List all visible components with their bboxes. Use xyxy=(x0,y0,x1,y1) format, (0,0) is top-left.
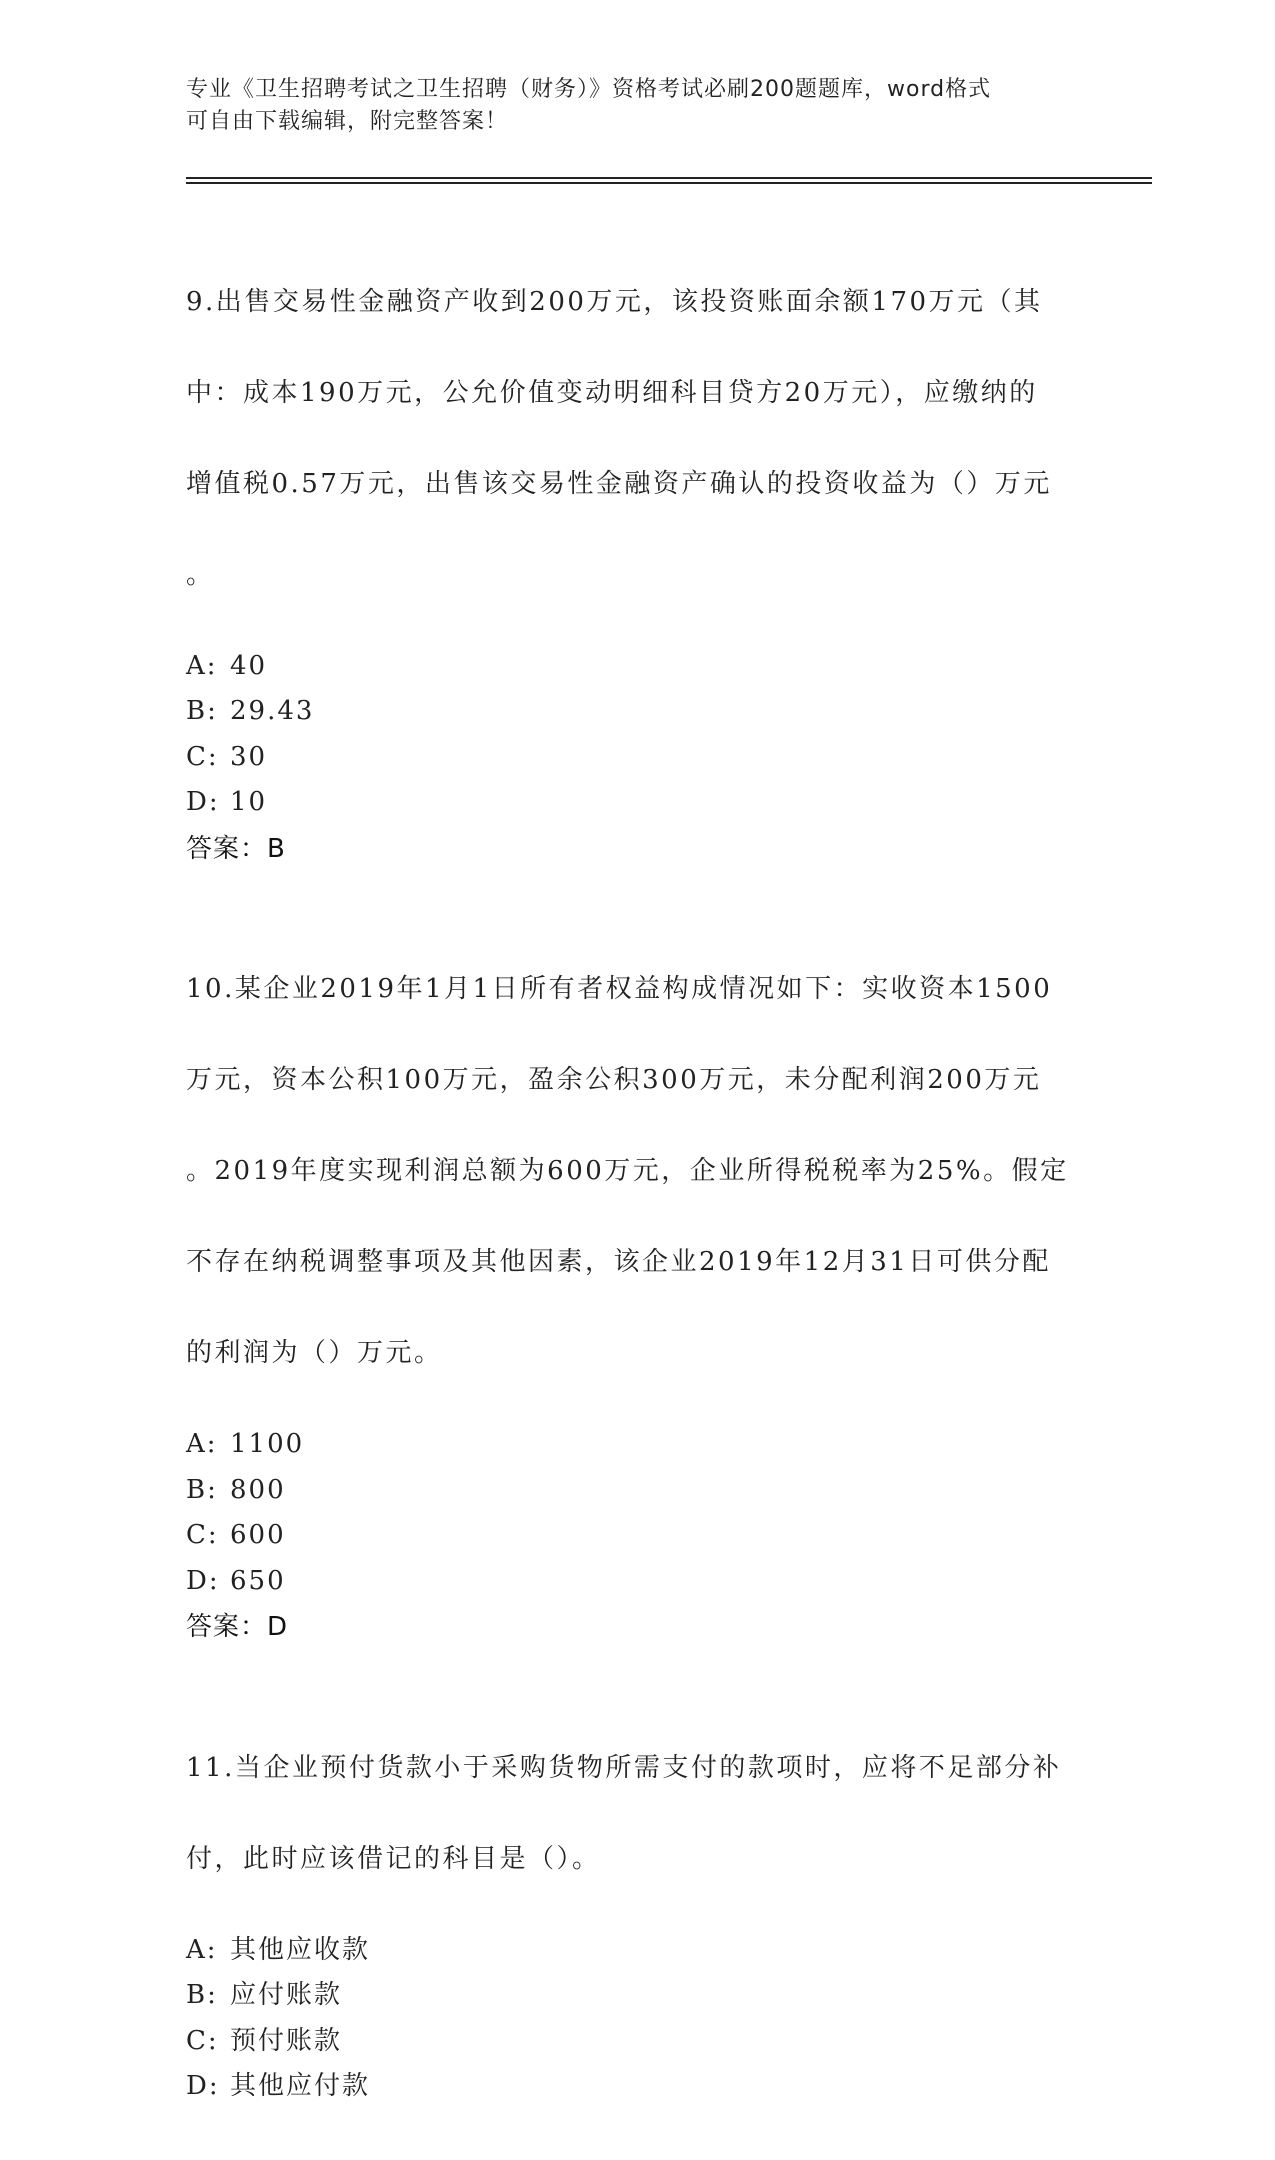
option-text: 600 xyxy=(230,1520,286,1550)
option-a xyxy=(186,644,1086,690)
option-text: 30 xyxy=(230,741,268,772)
answer-label: 答案：B xyxy=(186,833,286,864)
option-text: 其他应付款 xyxy=(230,2071,371,2101)
option-text: 40 xyxy=(230,650,268,681)
option-c xyxy=(186,1513,1086,1559)
option-key: A: xyxy=(186,1429,218,1459)
question-text xyxy=(186,922,1086,1423)
option-text: 800 xyxy=(230,1474,286,1505)
question-text xyxy=(186,1700,1086,1928)
option-text: 10 xyxy=(230,787,268,817)
option-a xyxy=(186,1928,1086,1974)
header-divider-bottom xyxy=(186,182,1152,184)
header-line-1: 专业《卫生招聘考试之卫生招聘（财务）》资格考试必刷200题题库，word格式 xyxy=(186,77,992,102)
question-10 xyxy=(186,922,1086,1651)
question-line: 增值税0.57万元，出售该交易性金融资产确认的投资收益为（）万元 xyxy=(186,468,1052,499)
question-text xyxy=(186,234,1086,644)
option-text: 应付账款 xyxy=(230,1980,343,2010)
question-line: 11.当企业预付货款小于采购货物所需支付的款项时，应将不足部分补 xyxy=(186,1752,1062,1783)
header-divider-top xyxy=(186,177,1152,179)
question-9 xyxy=(186,234,1086,872)
option-text: 29.43 xyxy=(230,696,315,726)
question-11 xyxy=(186,1700,1086,2110)
option-key: C: xyxy=(186,2025,219,2056)
question-line: 9.出售交易性金融资产收到200万元，该投资账面余额170万元（其 xyxy=(186,286,1043,317)
question-line: 不存在纳税调整事项及其他因素，该企业2019年12月31日可供分配 xyxy=(186,1247,1051,1277)
question-line: 万元，资本公积100万元，盈余公积300万元，未分配利润200万元 xyxy=(186,1065,1042,1095)
question-line: 10.某企业2019年1月1日所有者权益构成情况如下：实收资本1500 xyxy=(186,974,1053,1004)
question-line: 中：成本190万元，公允价值变动明细科目贷方20万元），应缴纳的 xyxy=(186,377,1038,408)
header-line-2: 可自由下载编辑，附完整答案！ xyxy=(186,109,509,134)
question-line: 付，此时应该借记的科目是（）。 xyxy=(186,1843,601,1874)
option-b xyxy=(186,1468,1086,1514)
option-d xyxy=(186,780,1086,826)
option-text: 1100 xyxy=(230,1429,305,1459)
option-text: 预付账款 xyxy=(230,2025,343,2056)
option-key: B: xyxy=(186,696,218,726)
question-line: 。 xyxy=(186,559,215,590)
question-line: 。2019年度实现利润总额为600万元，企业所得税税率为25%。假定 xyxy=(186,1156,1069,1186)
answer-label: 答案：D xyxy=(186,1612,289,1642)
option-b xyxy=(186,1973,1086,2019)
question-line: 的利润为（）万元。 xyxy=(186,1338,443,1368)
option-b xyxy=(186,689,1086,735)
option-key: B: xyxy=(186,1980,218,2010)
option-key: B: xyxy=(186,1474,218,1505)
question-list xyxy=(186,234,1086,2160)
option-key: A: xyxy=(186,1934,218,1965)
document-header xyxy=(186,74,1066,138)
option-key: D: xyxy=(186,787,220,817)
option-c xyxy=(186,2019,1086,2065)
option-text: 其他应收款 xyxy=(230,1934,371,1965)
option-a xyxy=(186,1422,1086,1468)
option-key: A: xyxy=(186,650,218,681)
option-key: C: xyxy=(186,1520,219,1550)
option-key: D: xyxy=(186,2071,220,2101)
option-key: C: xyxy=(186,741,219,772)
option-c xyxy=(186,735,1086,781)
option-text: 650 xyxy=(230,1565,286,1596)
option-d xyxy=(186,2064,1086,2110)
option-key: D: xyxy=(186,1565,220,1596)
option-d xyxy=(186,1559,1086,1605)
